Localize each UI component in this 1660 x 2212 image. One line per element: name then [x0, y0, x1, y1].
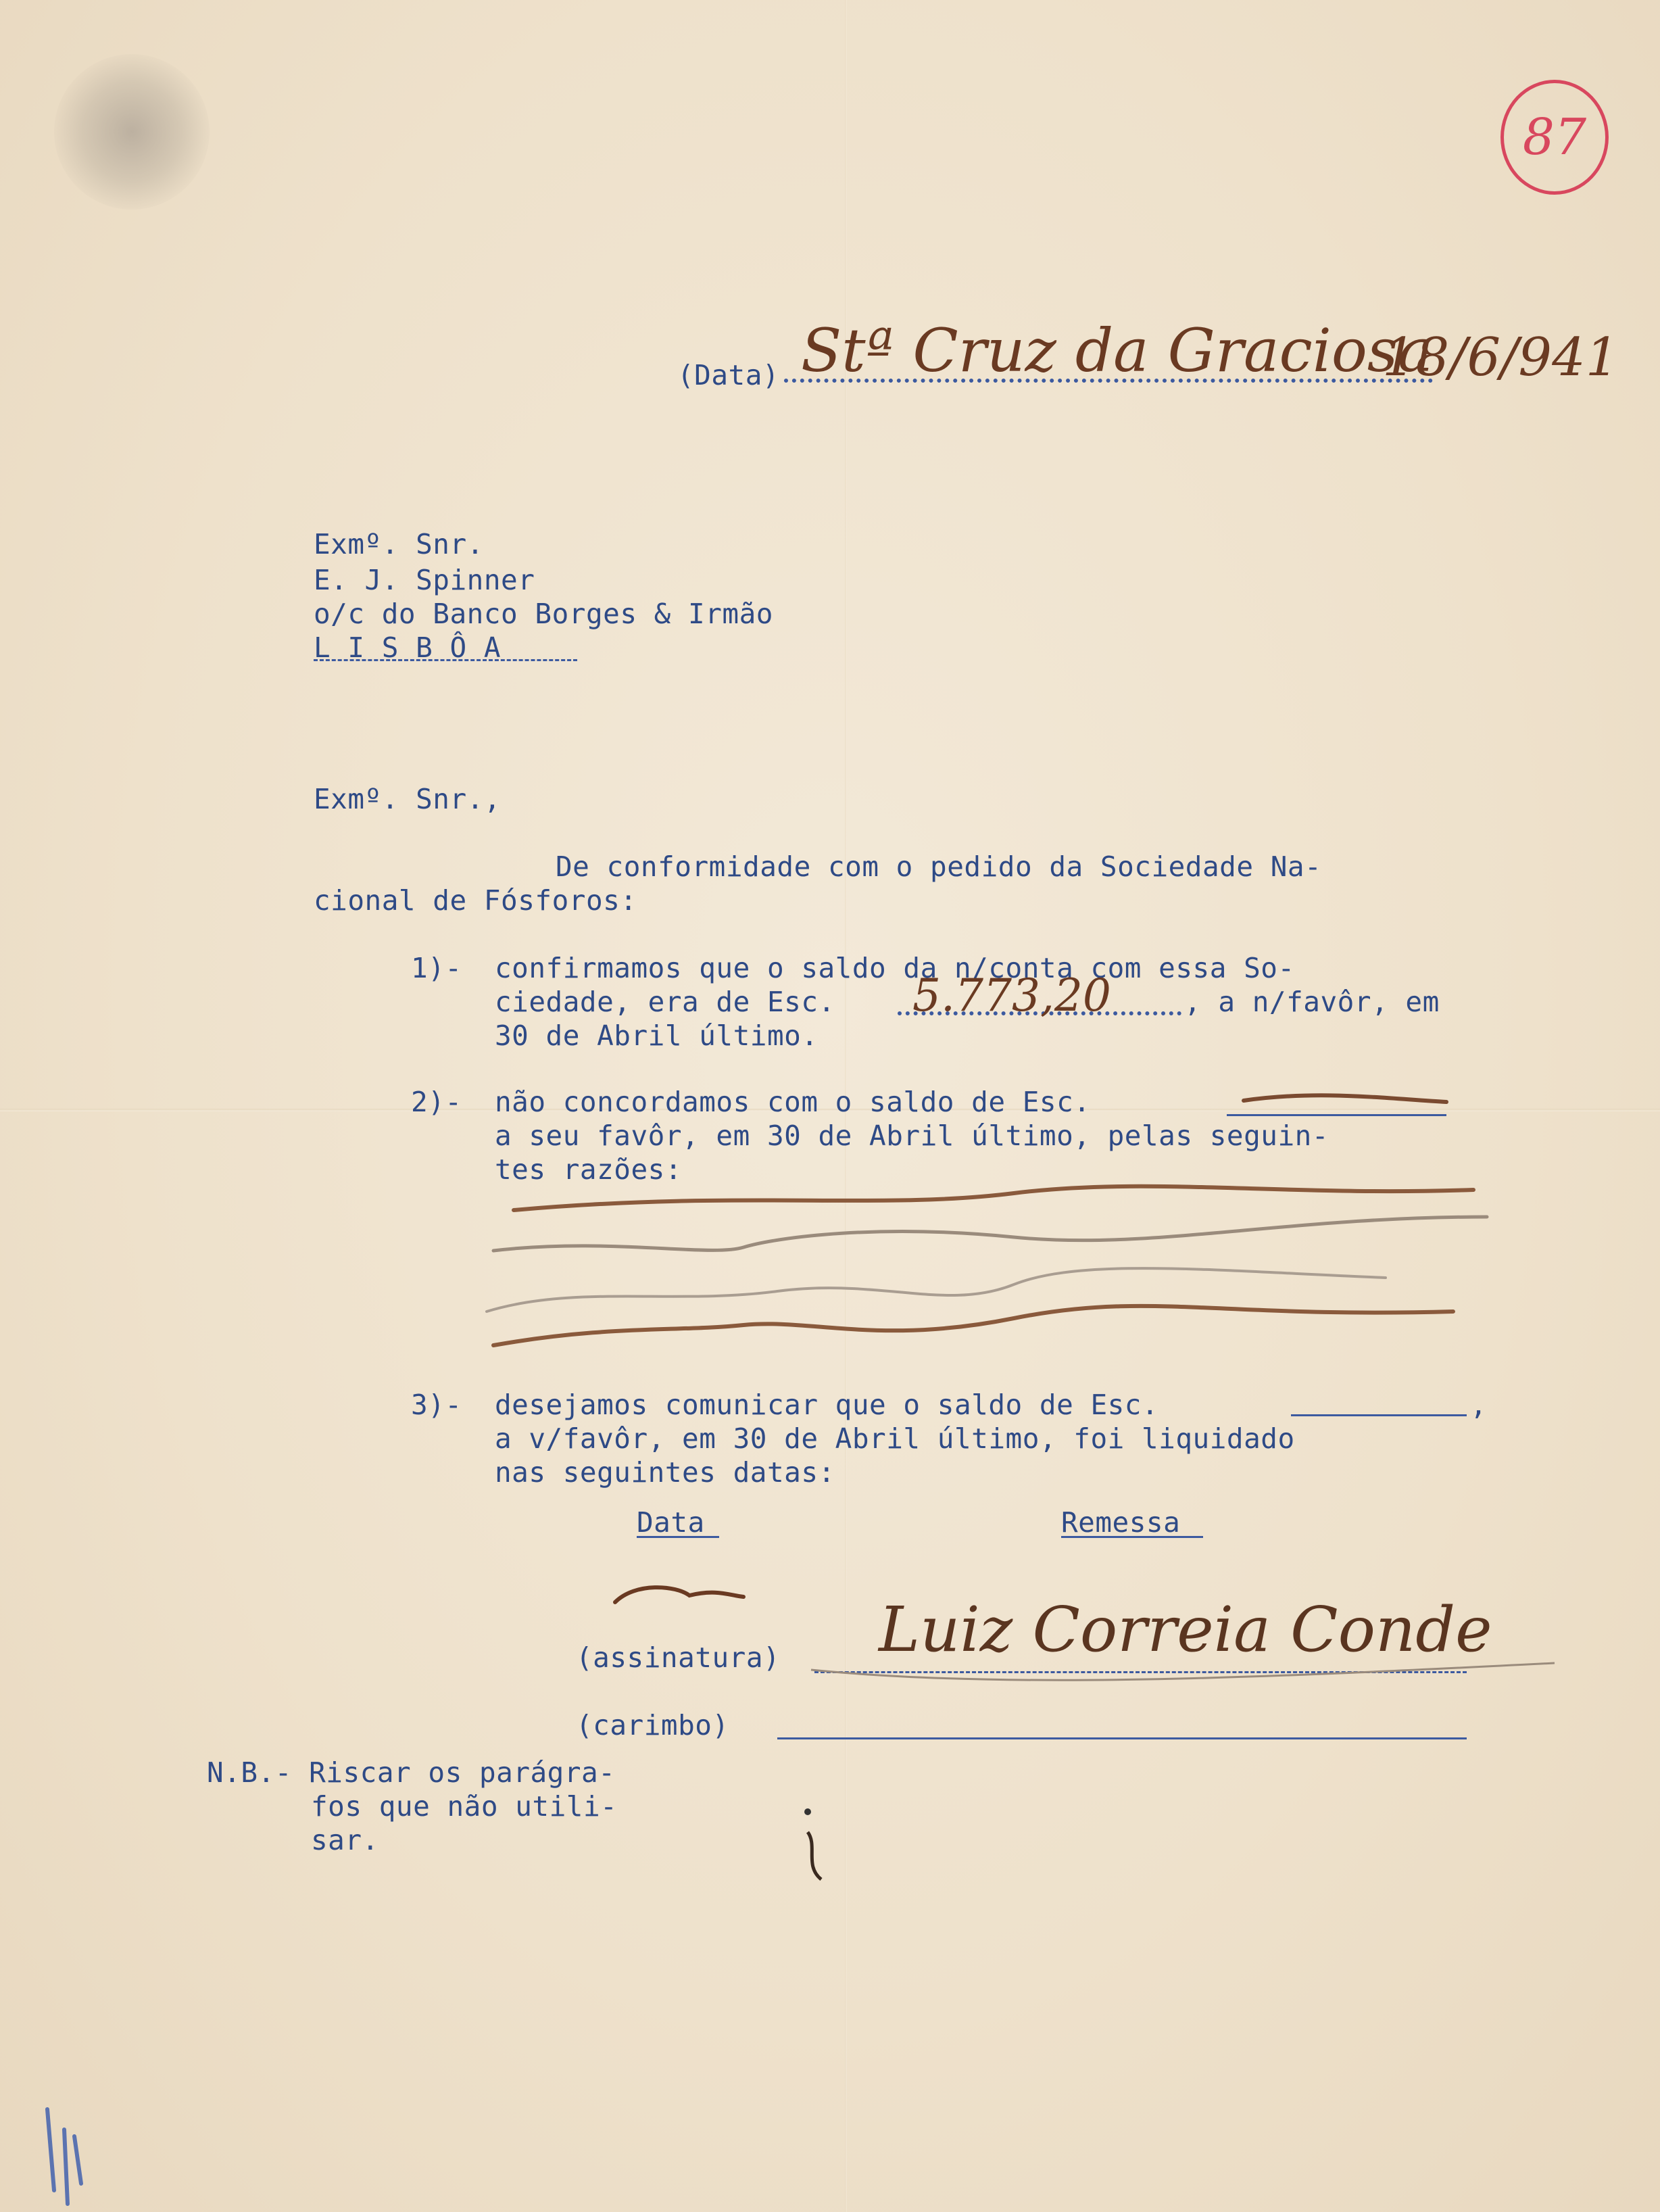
stamp-area-label: (carimbo) — [576, 1709, 729, 1741]
intro-line-2: cional de Fósforos: — [314, 884, 637, 917]
item-1-handwritten-amount: 5.773,20 — [912, 969, 1111, 1021]
table-header-date: Data — [637, 1506, 705, 1539]
item-2-line-2: a seu favôr, em 30 de Abril último, pelas seguin- — [495, 1120, 1329, 1152]
table-header-remittance: Remessa — [1061, 1506, 1181, 1539]
item-1-line-3: 30 de Abril último. — [495, 1019, 819, 1052]
date-label: (Data) — [677, 359, 780, 391]
note-line-3: sar. — [311, 1824, 379, 1856]
handwritten-date: 18/6/941 — [1382, 327, 1619, 388]
item-3-number: 3)- — [411, 1389, 462, 1421]
item-1-line-2a: ciedade, era de Esc. — [495, 986, 835, 1018]
addressee-salutation: Exmº. Snr. — [314, 528, 484, 560]
item-1-line-2b: , a n/favôr, em — [1184, 986, 1440, 1018]
addressee-care-of: o/c do Banco Borges & Irmão — [314, 598, 773, 630]
item-3-line-2: a v/favôr, em 30 de Abril último, foi liquidado — [495, 1422, 1295, 1455]
item-3-line-1-end: , — [1470, 1389, 1488, 1421]
note-line-2: fos que não utili- — [311, 1790, 618, 1823]
item-1-line-1: confirmamos que o saldo da n/conta com essa So- — [495, 952, 1295, 984]
item-3-line-1: desejamos comunicar que o saldo de Esc. — [495, 1389, 1159, 1421]
greeting: Exmº. Snr., — [314, 783, 502, 815]
item-2-number: 2)- — [411, 1086, 462, 1118]
handwritten-place: Stª Cruz da Graciosa — [801, 316, 1434, 385]
addressee-name: E. J. Spinner — [314, 564, 535, 596]
item-2-line-1: não concordamos com o saldo de Esc. — [495, 1086, 1091, 1118]
addressee-city: L I S B Ô A — [314, 631, 502, 664]
stamp-number: 87 — [1522, 108, 1587, 166]
handwritten-signature: Luiz Correia Conde — [879, 1593, 1492, 1666]
item-2-line-3: tes razões: — [495, 1153, 683, 1186]
item-3-line-3: nas seguintes datas: — [495, 1456, 835, 1489]
signature-label: (assinatura) — [576, 1641, 781, 1674]
note-line-1: N.B.- Riscar os parágra- — [207, 1756, 616, 1789]
intro-line-1: De conformidade com o pedido da Sociedade Na- — [556, 850, 1322, 883]
item-1-number: 1)- — [411, 952, 462, 984]
